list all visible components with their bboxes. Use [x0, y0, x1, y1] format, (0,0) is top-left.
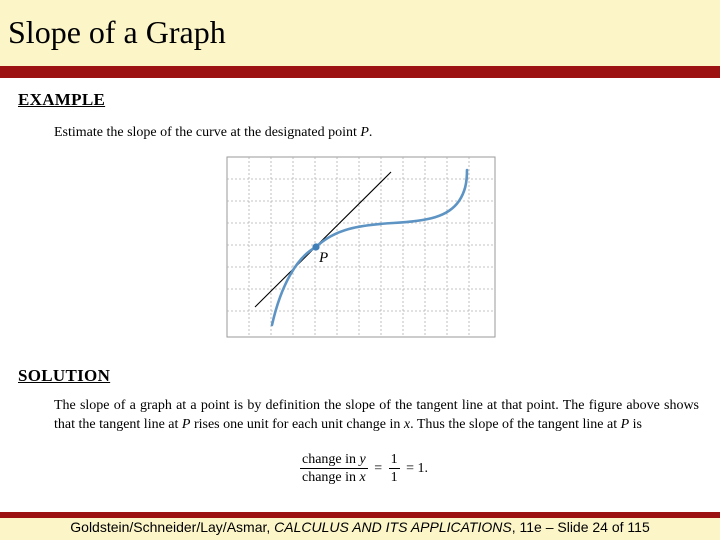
solution-s4: is	[629, 417, 643, 432]
denominator-text: change in	[302, 470, 360, 485]
equals-sign: =	[374, 460, 383, 476]
solution-v1: P	[181, 417, 191, 432]
solution-v2: x	[403, 417, 411, 432]
footer-rest: , 11e – Slide 24 of 115	[511, 519, 650, 535]
formula-result: = 1.	[406, 460, 429, 476]
one-denominator: 1	[390, 470, 398, 485]
slope-formula	[300, 451, 431, 486]
rate-denominator	[300, 469, 368, 486]
footer-citation	[0, 519, 720, 535]
solution-heading: SOLUTION	[18, 366, 111, 385]
numerator-var: y	[359, 452, 366, 467]
example-prompt	[54, 125, 372, 141]
prompt-end: .	[368, 125, 373, 140]
footer-book: CALCULUS AND ITS APPLICATIONS	[274, 519, 512, 535]
example-heading: EXAMPLE	[18, 90, 106, 109]
one-numerator: 1	[390, 452, 398, 467]
slope-figure	[223, 155, 499, 339]
figure-frame	[227, 157, 495, 337]
footer-authors: Goldstein/Schneider/Lay/Asmar,	[70, 519, 275, 535]
solution-s3: . Thus the slope of the tangent line at	[410, 417, 621, 432]
solution-v3: P	[620, 417, 630, 432]
title-bar	[0, 0, 720, 66]
title-divider	[0, 66, 720, 78]
rate-fraction	[300, 451, 368, 486]
denominator-var: x	[359, 470, 366, 485]
slide-title: Slope of a Graph	[8, 14, 226, 50]
point-p-label: P	[319, 250, 329, 266]
numerator-text: change in	[302, 452, 360, 467]
solution-text	[54, 396, 699, 434]
prompt-text: Estimate the slope of the curve at the designated point	[54, 125, 357, 140]
rate-numerator	[300, 451, 368, 469]
solution-s2: rises one unit for each unit change in	[190, 417, 404, 432]
solution-s1: The slope of a graph at a point is by definition the slope of the tangent line at that point. The figure above shows that the tangent line at	[54, 398, 699, 432]
one-over-one	[389, 451, 400, 486]
prompt-var: P	[360, 125, 369, 140]
